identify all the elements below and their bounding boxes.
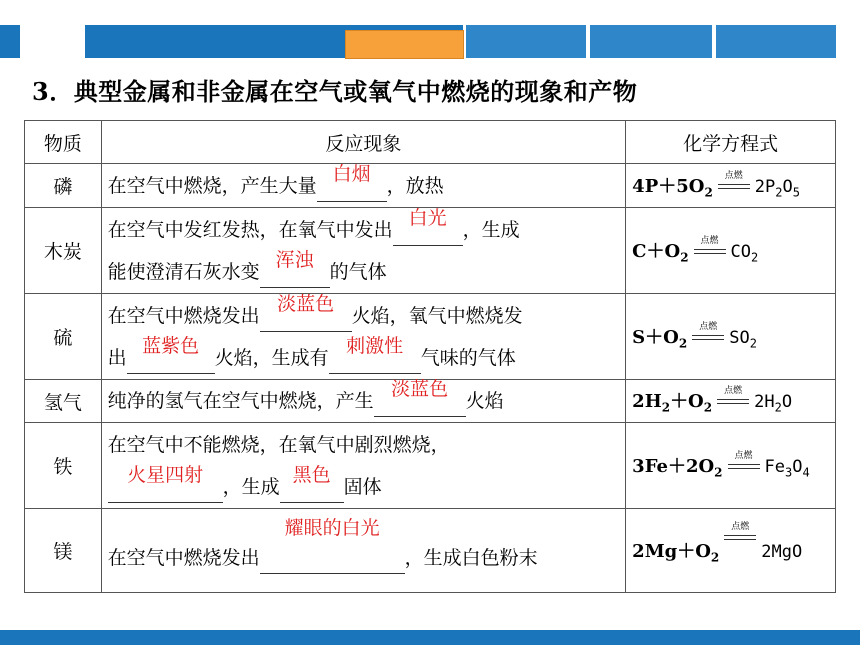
phenomenon-text: 固体 [343,475,382,498]
table-row [25,380,836,423]
answer-text: 刺激性 [346,334,404,357]
phenomenon-text: 火焰，氧气中燃烧发 [351,304,523,327]
phenomenon-text: 纯净的氢气在空气中燃烧，产生 [107,390,374,412]
table-header-row [25,121,836,164]
equation-reactants: 3Fe＋2O [632,455,715,477]
phenomenon-text: 能使澄清石灰水变 [107,260,260,283]
phenomenon-cell [101,509,626,593]
equation-reactants: 2Mg＋O [632,540,711,562]
answer-blank [260,516,405,574]
equation-cell [626,380,836,423]
subscript: 5 [792,185,800,200]
answer-text: 淡蓝色 [391,378,449,400]
table-row [25,208,836,294]
equation-product: 2P [754,176,776,197]
reaction-arrow [726,450,762,474]
reaction-arrow [715,386,751,409]
subscript: 2 [680,250,689,265]
substance-cell: 氢气 [25,380,102,423]
table-row [25,509,836,593]
phenomenon-text: 在空气中不能燃烧，在氧气中剧烈燃烧， [107,433,450,456]
slide-title: 3．典型金属和非金属在空气或氧气中燃烧的现象和产物 [32,77,638,106]
answer-text: 黑色 [292,463,331,486]
equation-product: Fe [764,456,785,477]
phenomenon-text: ，生成白色粉末 [404,546,538,569]
answer-text: 耀眼的白光 [284,516,380,539]
top-decorative-bar [0,0,860,60]
phenomenon-text: ，生成 [222,475,280,498]
equation-product: CO [730,241,752,262]
phenomenon-cell [101,294,626,380]
phenomenon-text: 在空气中发红发热，在氧气中发出 [107,218,393,241]
answer-blank [317,162,387,202]
phenomenon-text: 在空气中燃烧发出 [107,304,260,327]
equation-cell [626,164,836,208]
equation-product: 2H [754,392,775,413]
phenomenon-text: 在空气中燃烧发出 [107,546,260,569]
subscript: 4 [802,465,810,480]
phenomenon-text: 出 [107,346,127,369]
reaction-arrow [722,521,758,545]
equation-reactants: C＋O [632,240,681,262]
answer-blank [393,206,463,246]
equation-reactants: 4P＋5O [632,175,705,197]
subscript: 2 [751,250,759,265]
reaction-arrow [690,321,726,345]
equation-cell [626,423,836,509]
phenomenon-cell [101,208,626,294]
answer-blank [127,334,215,374]
substance-cell: 硫 [25,294,102,380]
phenomenon-cell [101,423,626,509]
bottom-decorative-bar [0,630,860,645]
subscript: 2 [678,336,688,351]
equation-reactants: 2H [632,391,662,413]
phenomenon-text: 火焰 [465,390,504,412]
substance-cell: 镁 [25,509,102,593]
header-substance: 物质 [25,121,102,164]
answer-blank [280,463,344,503]
phenomenon-text: 气味的气体 [420,346,516,369]
answer-blank [108,463,223,503]
reaction-arrow [716,170,752,194]
answer-text: 白光 [408,206,447,229]
subscript: 2 [661,400,671,415]
equation-product: O [781,392,793,413]
answer-text: 淡蓝色 [277,292,335,315]
subscript: 2 [714,465,723,480]
header-phenomenon: 反应现象 [101,121,626,164]
table-row [25,294,836,380]
table-row [25,164,836,208]
phenomenon-text: 火焰，生成有 [214,346,329,369]
equation-reactants: ＋O [670,391,704,413]
reaction-condition: 点燃 [734,450,753,461]
subscript: 2 [703,400,713,415]
subscript: 2 [749,336,757,351]
answer-text: 蓝紫色 [142,334,200,357]
answer-blank [260,248,330,288]
subscript: 2 [774,400,782,415]
equation-product: O [782,176,793,197]
subscript: 2 [775,185,783,200]
subscript: 2 [704,185,713,200]
answer-text: 浑浊 [275,248,314,271]
subscript: 3 [785,465,793,480]
phenomenon-text: ，放热 [386,174,444,197]
top-bar-segment [716,25,836,58]
reaction-condition: 点燃 [731,521,750,532]
substance-cell: 铁 [25,423,102,509]
answer-text: 白烟 [332,162,371,185]
reaction-condition: 点燃 [699,321,718,332]
equation-product: O [792,456,803,477]
subscript: 2 [710,550,720,565]
answer-blank [374,378,466,417]
equation-cell [626,208,836,294]
substance-cell: 木炭 [25,208,102,294]
answer-blank [329,334,421,374]
equation-reactants: S＋O [632,326,679,348]
combustion-table [24,120,836,593]
equation-product: 2MgO [761,541,803,562]
equation-cell [626,294,836,380]
reaction-arrow [692,235,728,259]
substance-cell: 磷 [25,164,102,208]
reaction-condition: 点燃 [724,386,743,397]
answer-blank [260,292,352,332]
phenomenon-cell [101,164,626,208]
phenomenon-text: 在空气中燃烧，产生大量 [107,174,317,197]
top-bar-segment [590,25,712,58]
top-bar-segment [0,25,20,58]
phenomenon-cell [101,380,626,423]
answer-text: 火星四射 [127,463,204,486]
reaction-condition: 点燃 [724,170,743,181]
top-bar-accent [345,30,464,59]
header-equation: 化学方程式 [626,121,836,164]
equation-product: SO [729,327,750,348]
phenomenon-text: 的气体 [329,260,387,283]
table-row [25,423,836,509]
equation-cell [626,509,836,593]
phenomenon-text: ，生成 [462,218,520,241]
reaction-condition: 点燃 [700,235,719,246]
top-bar-segment [466,25,586,58]
